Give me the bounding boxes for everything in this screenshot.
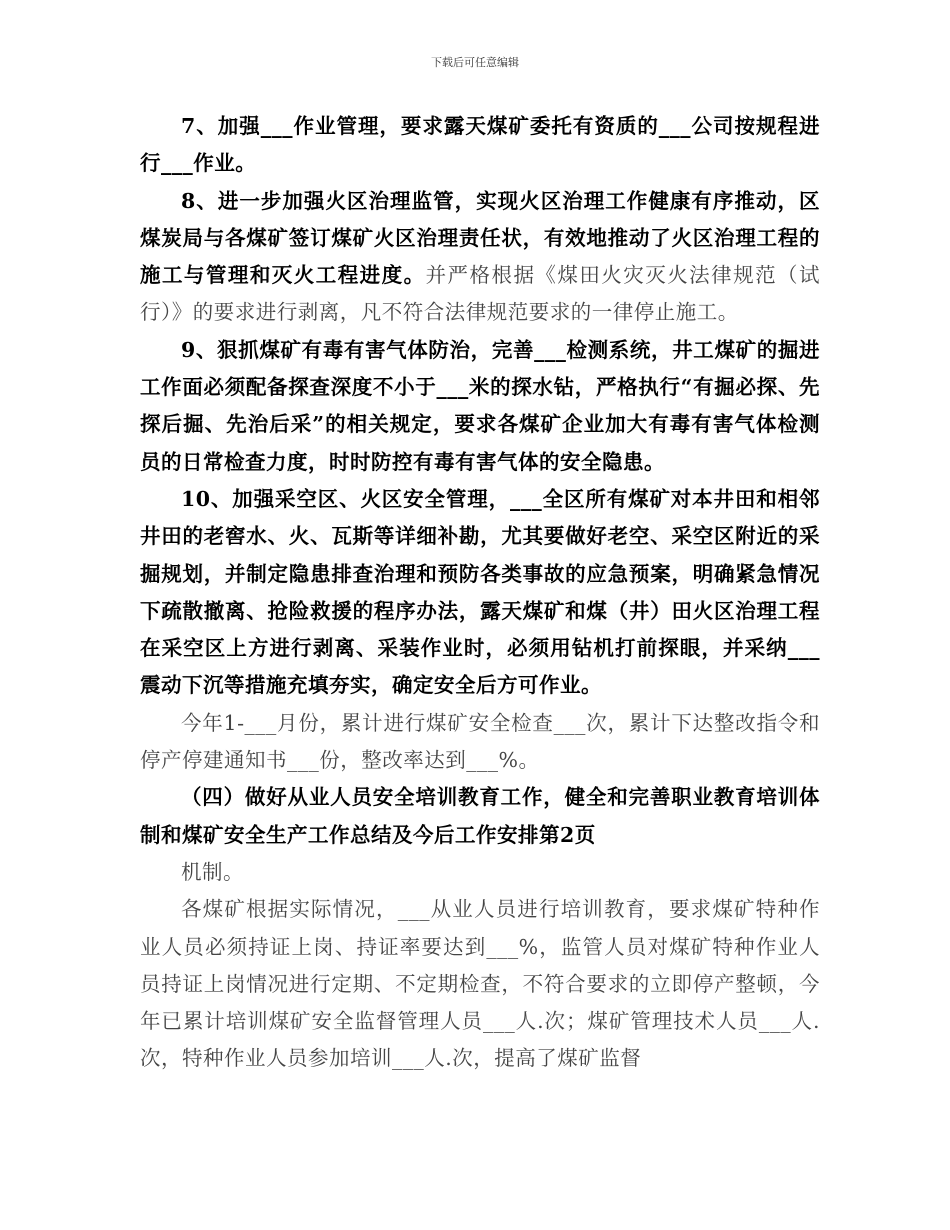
paragraph-item-stats (140, 705, 820, 780)
paragraph-item-7 (140, 108, 820, 183)
paragraph-bold-text: 9、狠抓煤矿有毒有害气体防治，完善___检测系统，井工煤矿的掘进工作面必须配备探查深度不小于___米的探水钻，严格执行“有掘必探、先探后掘、先治后采”的相关规定，要求各煤矿企业加大有毒有害气体检测员的日常检查力度，时时防控有毒有害气体的安全隐患。 (140, 337, 820, 474)
document-body (140, 108, 820, 1078)
paragraph-item-mechanism (140, 854, 820, 891)
section-heading-4 (140, 779, 820, 854)
paragraph-regular-text: 各煤矿根据实际情况，___从业人员进行培训教育，要求煤矿特种作业人员必须持证上岗、持证率要达到___%，监管人员对煤矿特种作业人员持证上岗情况进行定期、不定期检查，不符合要求的立即停产整顿，今年已累计培训煤矿安全监督管理人员___人.次；煤矿管理技术人员___人.次，特种作业人员参加培训___人.次，提高了煤矿监督 (140, 897, 820, 1071)
paragraph-item-8 (140, 183, 820, 332)
paragraph-item-training (140, 891, 820, 1077)
paragraph-item-9 (140, 332, 820, 481)
paragraph-regular-text: 并严格根据《煤田火灾灭火法律规范（试行）》的要求进行剥离，凡不符合法律规范要求的一律停止施工。 (140, 263, 821, 325)
paragraph-bold-text: 8、进一步加强火区治理监管，实现火区治理工作健康有序推动，区煤炭局与各煤矿签订煤矿火区治理责任状，有效地推动了火区治理工程的施工与管理和灭火工程进度。 (140, 188, 820, 288)
paragraph-regular-text: 机制。 (181, 859, 244, 884)
paragraph-bold-text: （四）做好从业人员安全培训教育工作，健全和完善职业教育培训体制和煤矿安全生产工作总结及今后工作安排第2页 (140, 785, 820, 847)
page-header: 下载后可任意编辑 (431, 56, 519, 69)
paragraph-regular-text: 今年1-___月份，累计进行煤矿安全检查___次，累计下达整改指令和停产停建通知书___份，整改率达到___%。 (140, 710, 820, 773)
paragraph-bold-text: 10、加强采空区、火区安全管理，___全区所有煤矿对本井田和相邻井田的老窖水、火、瓦斯等详细补勘，尤其要做好老空、采空区附近的采掘规划，并制定隐患排查治理和预防各类事故的应急预案，明确紧急情况下疏散撤离、抢险救援的程序办法，露天煤矿和煤（井）田火区治理工程在采空区上方进行剥离、采装作业时，必须用钻机打前探眼，并采纳___震动下沉等措施充填夯实，确定安全后方可作业。 (140, 486, 820, 698)
paragraph-item-10 (140, 481, 820, 705)
paragraph-bold-text: 7、加强___作业管理，要求露天煤矿委托有资质的___公司按规程进行___作业。 (140, 114, 820, 176)
